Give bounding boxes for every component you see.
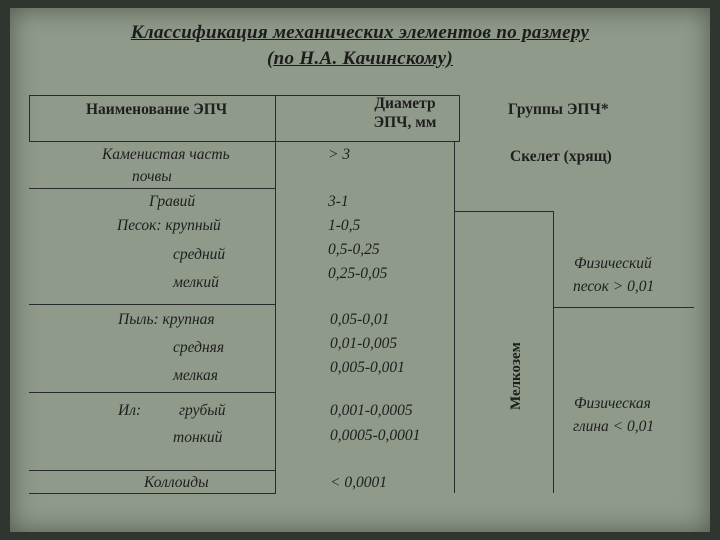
silt-fine-label: тонкий (173, 429, 223, 446)
header-group: Группы ЭПЧ* (508, 101, 609, 118)
slide (10, 8, 710, 532)
rule-skeleton (454, 211, 554, 212)
sand-medium-diameter: 0,5-0,25 (328, 241, 380, 258)
gravel-diameter: 3-1 (328, 193, 349, 210)
dust-medium-label: средняя (173, 339, 225, 356)
sand-coarse-diameter: 1-0,5 (328, 217, 361, 234)
silt-fine-diameter: 0,0005-0,0001 (330, 427, 421, 444)
gravel-label: Гравий (149, 193, 196, 210)
fine-earth-vertical-label: Мелкозем (508, 342, 524, 410)
rule-header (29, 141, 459, 142)
colloids-diameter: < 0,0001 (330, 474, 387, 491)
physical-clay-line2: глина < 0,01 (573, 418, 655, 435)
dust-fine-label: мелкая (173, 367, 218, 384)
silt-label: Ил: (118, 402, 142, 419)
title-line-2: (по Н.А. Качинскому) (267, 48, 453, 69)
rule-col3 (553, 211, 554, 493)
silt-coarse-diameter: 0,001-0,0005 (330, 402, 413, 419)
stony-part-line1: Каменистая часть (102, 146, 230, 163)
rule-col1 (275, 95, 276, 494)
physical-sand-line1: Физический (574, 255, 652, 272)
rule-stony (29, 188, 275, 189)
sand-fine-diameter: 0,25-0,05 (328, 265, 388, 282)
sand-coarse-label: Песок: крупный (117, 217, 221, 234)
rule-sand (29, 304, 275, 305)
dust-coarse-label: Пыль: крупная (118, 311, 215, 328)
stony-diameter: > 3 (328, 146, 351, 163)
dust-fine-diameter: 0,005-0,001 (330, 359, 405, 376)
rule-bottom (29, 493, 275, 494)
physical-sand-line2: песок > 0,01 (573, 278, 655, 295)
rule-silt (29, 470, 275, 471)
stony-part-line2: почвы (132, 168, 172, 185)
slide-title (10, 20, 710, 72)
physical-clay-line1: Физическая (574, 395, 651, 412)
rule-sand-clay (553, 307, 694, 308)
title-line-1: Классификация механических элементов по размеру (130, 22, 590, 43)
header-diameter-line1: Диаметр (374, 95, 436, 112)
rule-dust (29, 392, 275, 393)
dust-medium-diameter: 0,01-0,005 (330, 335, 398, 352)
sand-medium-label: средний (173, 246, 226, 263)
header-diameter (350, 94, 460, 132)
skeleton-group: Скелет (хрящ) (510, 148, 612, 165)
header-diameter-line2: ЭПЧ, мм (373, 114, 437, 131)
rule-col2 (454, 141, 455, 493)
rule-left (29, 95, 30, 142)
header-name: Наименование ЭПЧ (86, 101, 228, 118)
sand-fine-label: мелкий (173, 274, 219, 291)
dust-coarse-diameter: 0,05-0,01 (330, 311, 390, 328)
silt-coarse-label: грубый (179, 402, 226, 419)
colloids-label: Коллоиды (144, 474, 209, 491)
